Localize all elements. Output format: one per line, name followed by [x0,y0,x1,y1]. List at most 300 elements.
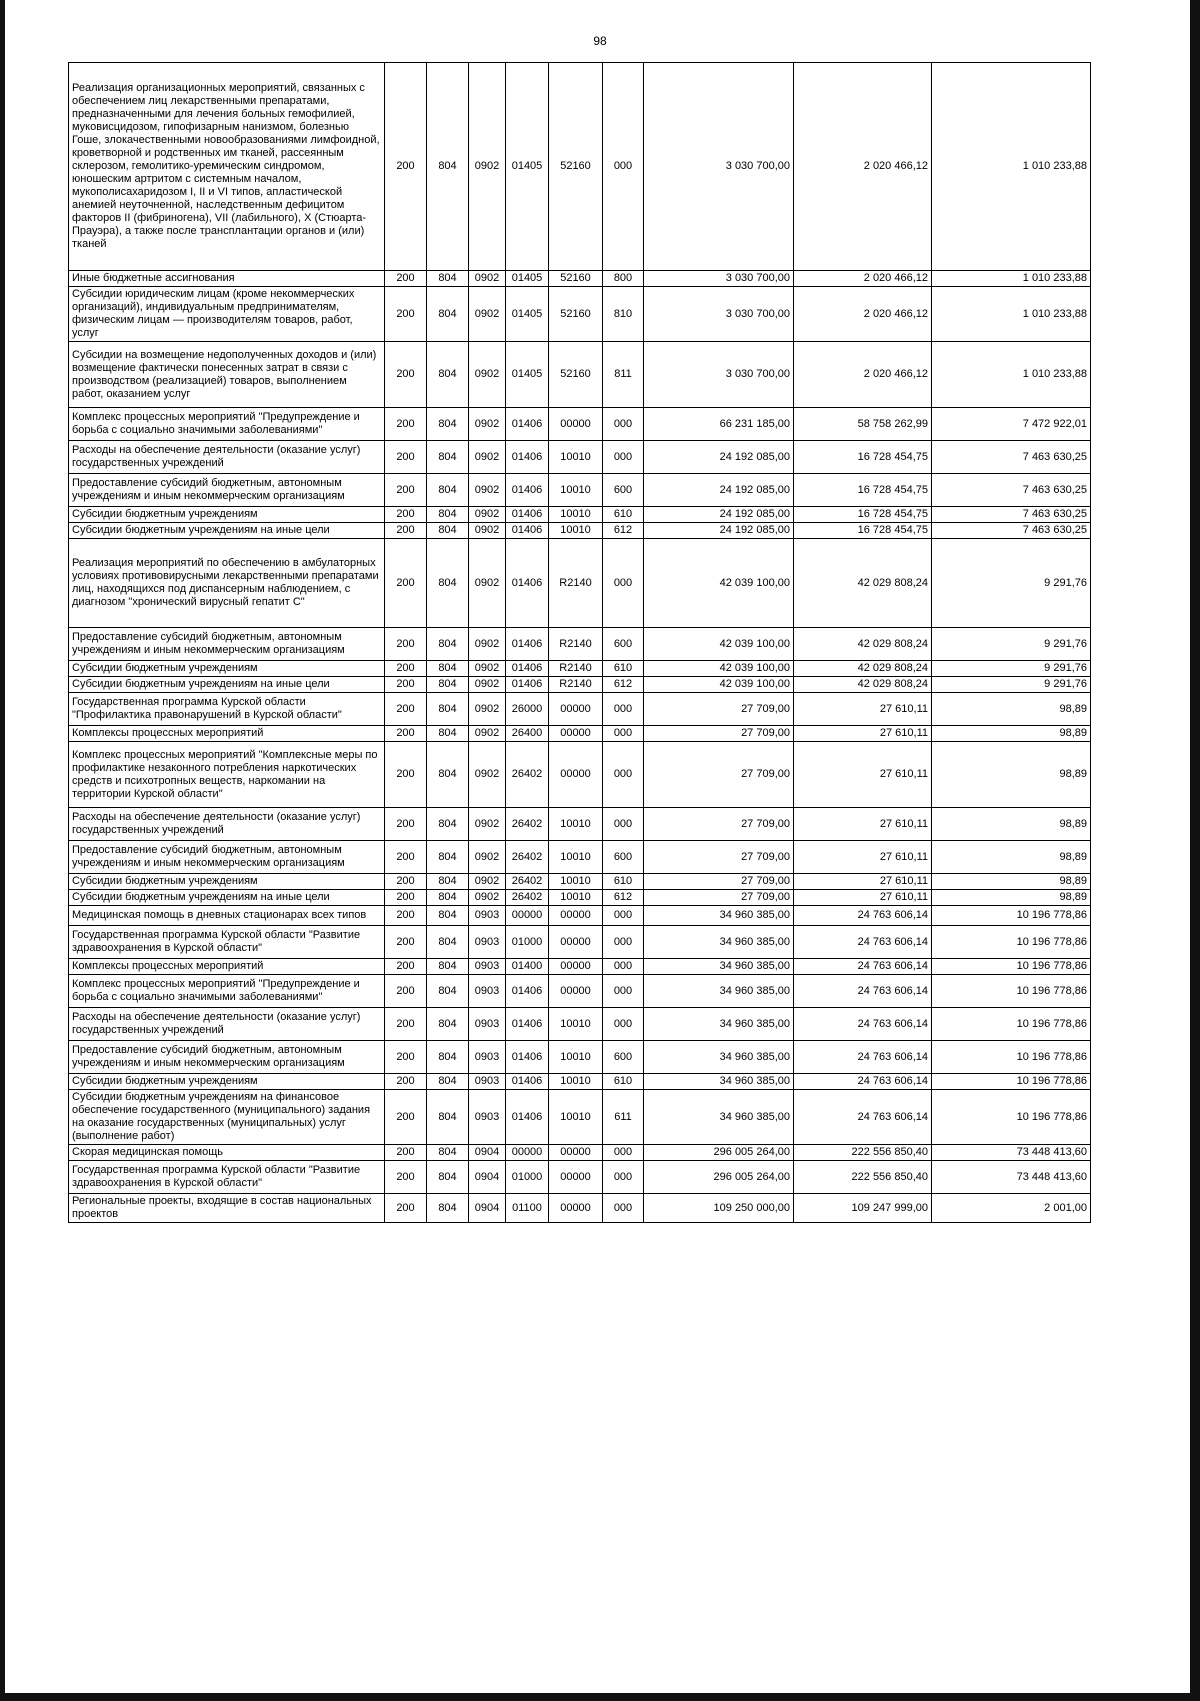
row-plan: 3 030 700,00 [644,271,794,287]
row-fact: 24 763 606,14 [794,1074,932,1090]
row-code-admin: 200 [385,841,427,874]
row-code-program: 01000 [506,1161,549,1194]
row-code-section: 804 [427,693,469,726]
row-code-admin: 200 [385,677,427,693]
row-rest: 1 010 233,88 [932,271,1091,287]
row-code-direction: 00000 [549,926,603,959]
row-code-program: 01406 [506,1041,549,1074]
row-code-direction: 10010 [549,1074,603,1090]
row-code-section: 804 [427,1145,469,1161]
row-code-type: 600 [603,474,644,507]
row-plan: 34 960 385,00 [644,906,794,926]
row-code-admin: 200 [385,1074,427,1090]
row-name: Субсидии бюджетным учреждениям на финансовое обеспечение государственного (муниципального) задания на оказание государственных (муниципальных) услуг (выполнение работ) [69,1090,385,1145]
row-fact: 2 020 466,12 [794,271,932,287]
row-code-program: 26402 [506,808,549,841]
row-code-type: 000 [603,1145,644,1161]
row-plan: 24 192 085,00 [644,474,794,507]
row-code-section: 804 [427,63,469,271]
row-name: Комплексы процессных мероприятий [69,726,385,742]
row-code-admin: 200 [385,1194,427,1223]
row-name: Субсидии бюджетным учреждениям [69,1074,385,1090]
row-code-admin: 200 [385,539,427,628]
row-code-program: 01406 [506,539,549,628]
table-row [69,1090,1091,1145]
row-rest: 9 291,76 [932,539,1091,628]
row-code-subsection: 0902 [469,63,506,271]
row-code-direction: 00000 [549,726,603,742]
row-plan: 27 709,00 [644,693,794,726]
row-name: Субсидии бюджетным учреждениям [69,874,385,890]
row-code-section: 804 [427,1074,469,1090]
row-code-section: 804 [427,474,469,507]
row-plan: 27 709,00 [644,874,794,890]
row-rest: 10 196 778,86 [932,1074,1091,1090]
row-plan: 42 039 100,00 [644,661,794,677]
row-fact: 24 763 606,14 [794,926,932,959]
row-name: Комплекс процессных мероприятий "Комплексные меры по профилактике незаконного потребления наркотических средств и психотропных веществ, наркомании на территории Курской области" [69,742,385,808]
row-rest: 9 291,76 [932,677,1091,693]
row-code-type: 000 [603,441,644,474]
table-row [69,271,1091,287]
row-code-type: 000 [603,1194,644,1223]
row-code-subsection: 0902 [469,693,506,726]
row-fact: 42 029 808,24 [794,539,932,628]
row-code-program: 00000 [506,1145,549,1161]
table-row [69,441,1091,474]
row-code-subsection: 0903 [469,1090,506,1145]
row-name: Иные бюджетные ассигнования [69,271,385,287]
row-plan: 34 960 385,00 [644,1090,794,1145]
row-code-direction: 10010 [549,890,603,906]
row-code-admin: 200 [385,441,427,474]
row-code-section: 804 [427,523,469,539]
row-plan: 24 192 085,00 [644,507,794,523]
row-plan: 27 709,00 [644,808,794,841]
row-name: Комплексы процессных мероприятий [69,959,385,975]
row-code-section: 804 [427,874,469,890]
row-code-subsection: 0902 [469,628,506,661]
row-code-program: 26402 [506,890,549,906]
row-code-direction: 52160 [549,63,603,271]
row-rest: 7 463 630,25 [932,474,1091,507]
row-name: Субсидии бюджетным учреждениям на иные цели [69,890,385,906]
row-code-section: 804 [427,959,469,975]
row-fact: 222 556 850,40 [794,1145,932,1161]
row-code-admin: 200 [385,1041,427,1074]
row-code-program: 26000 [506,693,549,726]
row-code-subsection: 0903 [469,959,506,975]
row-code-subsection: 0903 [469,975,506,1008]
table-row [69,890,1091,906]
row-code-type: 000 [603,63,644,271]
row-code-subsection: 0902 [469,474,506,507]
row-code-subsection: 0902 [469,271,506,287]
row-code-direction: 52160 [549,342,603,408]
table-row [69,975,1091,1008]
row-code-admin: 200 [385,959,427,975]
row-code-direction: 00000 [549,906,603,926]
row-code-section: 804 [427,677,469,693]
row-rest: 98,89 [932,808,1091,841]
row-code-subsection: 0903 [469,1008,506,1041]
row-rest: 7 472 922,01 [932,408,1091,441]
row-code-section: 804 [427,1090,469,1145]
table-row [69,408,1091,441]
row-rest: 98,89 [932,874,1091,890]
row-code-admin: 200 [385,890,427,906]
row-code-subsection: 0904 [469,1194,506,1223]
row-name: Реализация организационных мероприятий, связанных с обеспечением лиц лекарственными препаратами, предназначенными для лечения больных гемофилией, муковисцидозом, гипофизарным нанизмом, болезнью Гоше, злокачественными новообразованиями лимфоидной, кроветворной и родственных им тканей, рассеянным склерозом, гемолитико-уремическим синдромом, юношеским артритом с системным началом, мукополисахаридозом I, II и VI типов, апластической анемией неуточненной, наследственным дефицитом факторов II (фибриногена), VII (лабильного), X (Стюарта-Прауэра), а также после трансплантации органов и (или) тканей [69,63,385,271]
row-code-subsection: 0903 [469,1041,506,1074]
row-plan: 34 960 385,00 [644,1008,794,1041]
row-code-subsection: 0902 [469,726,506,742]
row-code-direction: 10010 [549,523,603,539]
row-code-direction: 00000 [549,1194,603,1223]
row-rest: 10 196 778,86 [932,926,1091,959]
row-code-subsection: 0902 [469,742,506,808]
row-rest: 10 196 778,86 [932,1090,1091,1145]
row-code-program: 01405 [506,342,549,408]
row-code-type: 610 [603,507,644,523]
row-fact: 16 728 454,75 [794,441,932,474]
table-row [69,693,1091,726]
row-fact: 42 029 808,24 [794,661,932,677]
row-code-section: 804 [427,1161,469,1194]
row-code-section: 804 [427,539,469,628]
row-plan: 27 709,00 [644,890,794,906]
row-code-type: 610 [603,661,644,677]
row-code-admin: 200 [385,693,427,726]
row-code-program: 26402 [506,841,549,874]
table-row [69,1161,1091,1194]
row-code-type: 000 [603,539,644,628]
row-code-admin: 200 [385,1090,427,1145]
row-name: Субсидии бюджетным учреждениям [69,507,385,523]
row-code-admin: 200 [385,287,427,342]
table-row [69,959,1091,975]
row-code-section: 804 [427,441,469,474]
row-plan: 27 709,00 [644,742,794,808]
table-row [69,906,1091,926]
row-name: Расходы на обеспечение деятельности (оказание услуг) государственных учреждений [69,441,385,474]
row-plan: 34 960 385,00 [644,959,794,975]
row-code-admin: 200 [385,507,427,523]
row-code-type: 610 [603,874,644,890]
table-row [69,523,1091,539]
row-code-admin: 200 [385,874,427,890]
table-row [69,1074,1091,1090]
row-fact: 42 029 808,24 [794,677,932,693]
row-plan: 3 030 700,00 [644,63,794,271]
row-code-type: 000 [603,926,644,959]
row-code-program: 01406 [506,474,549,507]
row-code-direction: 10010 [549,507,603,523]
row-code-program: 01406 [506,1090,549,1145]
row-rest: 98,89 [932,890,1091,906]
row-code-type: 612 [603,523,644,539]
row-code-direction: 00000 [549,1161,603,1194]
row-name: Субсидии бюджетным учреждениям [69,661,385,677]
row-fact: 24 763 606,14 [794,1008,932,1041]
row-plan: 42 039 100,00 [644,628,794,661]
row-code-type: 000 [603,808,644,841]
row-plan: 296 005 264,00 [644,1161,794,1194]
row-code-type: 800 [603,271,644,287]
row-code-direction: 10010 [549,441,603,474]
row-code-section: 804 [427,342,469,408]
row-fact: 24 763 606,14 [794,1041,932,1074]
row-code-section: 804 [427,975,469,1008]
row-code-admin: 200 [385,742,427,808]
row-fact: 27 610,11 [794,742,932,808]
row-rest: 9 291,76 [932,661,1091,677]
row-name: Комплекс процессных мероприятий "Предупреждение и борьба с социально значимыми заболеваниями" [69,975,385,1008]
row-rest: 10 196 778,86 [932,906,1091,926]
row-name: Расходы на обеспечение деятельности (оказание услуг) государственных учреждений [69,808,385,841]
row-code-section: 804 [427,726,469,742]
row-name: Медицинская помощь в дневных стационарах всех типов [69,906,385,926]
row-rest: 98,89 [932,726,1091,742]
row-code-subsection: 0902 [469,874,506,890]
row-code-program: 01406 [506,677,549,693]
row-code-admin: 200 [385,808,427,841]
row-code-subsection: 0902 [469,808,506,841]
row-code-section: 804 [427,1008,469,1041]
table-row [69,342,1091,408]
table-row [69,1008,1091,1041]
row-code-type: 000 [603,742,644,808]
row-code-section: 804 [427,661,469,677]
row-code-direction: 00000 [549,975,603,1008]
row-code-section: 804 [427,890,469,906]
row-name: Государственная программа Курской области "Развитие здравоохранения в Курской области" [69,926,385,959]
table-row [69,474,1091,507]
row-plan: 296 005 264,00 [644,1145,794,1161]
row-code-type: 811 [603,342,644,408]
table-row [69,1194,1091,1223]
row-code-subsection: 0903 [469,1074,506,1090]
row-plan: 27 709,00 [644,841,794,874]
row-code-type: 810 [603,287,644,342]
row-code-program: 26402 [506,742,549,808]
row-fact: 2 020 466,12 [794,63,932,271]
row-fact: 58 758 262,99 [794,408,932,441]
row-name: Комплекс процессных мероприятий "Предупреждение и борьба с социально значимыми заболеваниями" [69,408,385,441]
row-code-type: 000 [603,693,644,726]
row-code-admin: 200 [385,926,427,959]
row-code-type: 000 [603,726,644,742]
row-name: Субсидии на возмещение недополученных доходов и (или) возмещение фактически понесенных затрат в связи с производством (реализацией) товаров, выполнением работ, оказанием услуг [69,342,385,408]
row-rest: 2 001,00 [932,1194,1091,1223]
row-code-program: 01405 [506,271,549,287]
table-row [69,628,1091,661]
table-row [69,926,1091,959]
row-plan: 3 030 700,00 [644,342,794,408]
row-plan: 42 039 100,00 [644,677,794,693]
row-code-subsection: 0902 [469,677,506,693]
table-row [69,507,1091,523]
row-code-direction: R2140 [549,661,603,677]
row-rest: 7 463 630,25 [932,507,1091,523]
row-code-program: 01405 [506,287,549,342]
row-fact: 16 728 454,75 [794,507,932,523]
row-fact: 27 610,11 [794,890,932,906]
row-plan: 24 192 085,00 [644,441,794,474]
table-row [69,726,1091,742]
row-code-admin: 200 [385,628,427,661]
row-code-subsection: 0902 [469,408,506,441]
row-code-direction: 00000 [549,959,603,975]
row-code-subsection: 0902 [469,441,506,474]
row-code-type: 612 [603,890,644,906]
row-rest: 1 010 233,88 [932,63,1091,271]
row-rest: 73 448 413,60 [932,1161,1091,1194]
row-code-program: 01406 [506,628,549,661]
row-fact: 27 610,11 [794,808,932,841]
row-code-type: 600 [603,841,644,874]
row-name: Расходы на обеспечение деятельности (оказание услуг) государственных учреждений [69,1008,385,1041]
row-plan: 24 192 085,00 [644,523,794,539]
row-fact: 27 610,11 [794,841,932,874]
row-plan: 66 231 185,00 [644,408,794,441]
row-name: Предоставление субсидий бюджетным, автономным учреждениям и иным некоммерческим организациям [69,841,385,874]
row-code-program: 01000 [506,926,549,959]
row-code-admin: 200 [385,726,427,742]
row-code-direction: 52160 [549,271,603,287]
row-code-program: 01406 [506,661,549,677]
row-name: Субсидии бюджетным учреждениям на иные цели [69,677,385,693]
row-code-section: 804 [427,271,469,287]
row-fact: 109 247 999,00 [794,1194,932,1223]
row-fact: 2 020 466,12 [794,342,932,408]
table-row [69,1041,1091,1074]
row-code-type: 612 [603,677,644,693]
row-code-type: 000 [603,1161,644,1194]
row-plan: 34 960 385,00 [644,1074,794,1090]
table-row [69,661,1091,677]
row-fact: 2 020 466,12 [794,287,932,342]
row-name: Скорая медицинская помощь [69,1145,385,1161]
row-code-admin: 200 [385,271,427,287]
row-fact: 16 728 454,75 [794,474,932,507]
row-name: Реализация мероприятий по обеспечению в амбулаторных условиях противовирусными лекарственными препаратами лиц, находящихся под диспансерным наблюдением, с диагнозом "хронический вирусный гепатит С" [69,539,385,628]
row-name: Субсидии юридическим лицам (кроме некоммерческих организаций), индивидуальным предпринимателям, физическим лицам — производителям товаров, работ, услуг [69,287,385,342]
row-code-direction: 10010 [549,808,603,841]
row-code-direction: 00000 [549,1145,603,1161]
table-row [69,841,1091,874]
row-plan: 3 030 700,00 [644,287,794,342]
row-code-admin: 200 [385,661,427,677]
row-rest: 1 010 233,88 [932,287,1091,342]
row-code-type: 000 [603,959,644,975]
row-code-program: 01406 [506,523,549,539]
row-code-subsection: 0904 [469,1161,506,1194]
row-fact: 16 728 454,75 [794,523,932,539]
row-code-admin: 200 [385,63,427,271]
row-plan: 27 709,00 [644,726,794,742]
table-row [69,742,1091,808]
row-code-program: 01405 [506,63,549,271]
row-name: Предоставление субсидий бюджетным, автономным учреждениям и иным некоммерческим организациям [69,628,385,661]
row-code-type: 600 [603,628,644,661]
row-code-direction: 10010 [549,874,603,890]
row-code-subsection: 0902 [469,539,506,628]
row-code-program: 01406 [506,1008,549,1041]
row-rest: 7 463 630,25 [932,441,1091,474]
row-code-subsection: 0903 [469,926,506,959]
row-code-direction: 10010 [549,1008,603,1041]
row-plan: 34 960 385,00 [644,926,794,959]
row-code-program: 01406 [506,507,549,523]
row-code-direction: 00000 [549,742,603,808]
row-rest: 10 196 778,86 [932,1041,1091,1074]
row-code-section: 804 [427,841,469,874]
row-code-section: 804 [427,926,469,959]
row-name: Региональные проекты, входящие в состав национальных проектов [69,1194,385,1223]
row-rest: 98,89 [932,693,1091,726]
row-plan: 34 960 385,00 [644,1041,794,1074]
row-code-type: 000 [603,1008,644,1041]
row-fact: 27 610,11 [794,693,932,726]
row-code-direction: R2140 [549,628,603,661]
row-code-program: 01406 [506,1074,549,1090]
row-code-direction: R2140 [549,677,603,693]
row-code-program: 01100 [506,1194,549,1223]
row-code-subsection: 0904 [469,1145,506,1161]
row-plan: 34 960 385,00 [644,975,794,1008]
row-code-type: 000 [603,408,644,441]
table-row [69,874,1091,890]
row-fact: 24 763 606,14 [794,906,932,926]
row-code-direction: 10010 [549,841,603,874]
row-code-type: 000 [603,906,644,926]
row-rest: 1 010 233,88 [932,342,1091,408]
row-code-direction: R2140 [549,539,603,628]
row-code-program: 01406 [506,441,549,474]
row-name: Предоставление субсидий бюджетным, автономным учреждениям и иным некоммерческим организациям [69,1041,385,1074]
row-code-subsection: 0902 [469,890,506,906]
row-code-subsection: 0902 [469,841,506,874]
row-fact: 24 763 606,14 [794,959,932,975]
row-code-admin: 200 [385,523,427,539]
table-row [69,63,1091,271]
table-row [69,677,1091,693]
budget-rows [69,63,1091,1223]
row-code-direction: 00000 [549,693,603,726]
row-code-admin: 200 [385,1008,427,1041]
row-code-admin: 200 [385,1161,427,1194]
row-code-section: 804 [427,1194,469,1223]
row-code-program: 01400 [506,959,549,975]
row-code-subsection: 0902 [469,287,506,342]
row-code-subsection: 0903 [469,906,506,926]
row-code-type: 000 [603,975,644,1008]
row-code-subsection: 0902 [469,342,506,408]
row-plan: 42 039 100,00 [644,539,794,628]
row-code-program: 00000 [506,906,549,926]
row-rest: 73 448 413,60 [932,1145,1091,1161]
row-name: Государственная программа Курской области "Развитие здравоохранения в Курской области" [69,1161,385,1194]
row-code-direction: 10010 [549,1090,603,1145]
row-code-subsection: 0902 [469,507,506,523]
row-fact: 42 029 808,24 [794,628,932,661]
row-code-direction: 52160 [549,287,603,342]
row-fact: 222 556 850,40 [794,1161,932,1194]
row-fact: 24 763 606,14 [794,1090,932,1145]
row-rest: 98,89 [932,841,1091,874]
row-code-section: 804 [427,808,469,841]
